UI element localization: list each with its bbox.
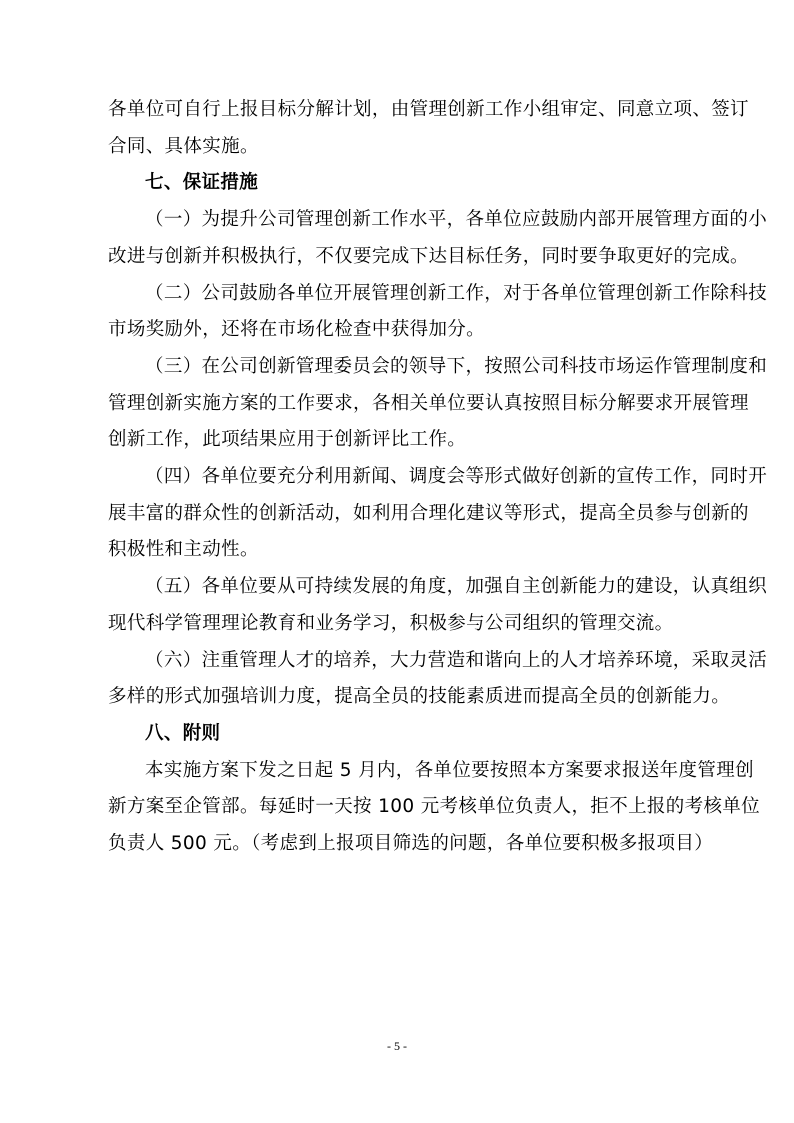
- paragraph-line: 负责人 500 元。（考虑到上报项目筛选的问题，各单位要积极多报项目）: [108, 833, 714, 855]
- paragraph-line: 市场奖励外，还将在市场化检查中获得加分。: [108, 319, 486, 341]
- paragraph-line: （四）各单位要充分利用新闻、调度会等形式做好创新的宣传工作，同时开: [145, 466, 768, 488]
- paragraph-line: 多样的形式加强培训力度，提高全员的技能素质进而提高全员的创新能力。: [108, 686, 731, 708]
- paragraph-line: 新方案至企管部。每延时一天按 100 元考核单位负责人，拒不上报的考核单位: [108, 796, 761, 818]
- paragraph-line: 创新工作，此项结果应用于创新评比工作。: [108, 429, 467, 451]
- section-heading: 七、保证措施: [145, 172, 259, 194]
- page-number: - 5 -: [387, 1039, 407, 1053]
- paragraph-line: 合同、具体实施。: [108, 135, 259, 157]
- paragraph-line: 本实施方案下发之日起 5 月内，各单位要按照本方案要求报送年度管理创: [145, 759, 754, 781]
- paragraph-line: 积极性和主动性。: [108, 539, 259, 561]
- paragraph-line: （五）各单位要从可持续发展的角度，加强自主创新能力的建设，认真组织: [145, 576, 768, 598]
- paragraph-line: （六）注重管理人才的培养，大力营造和谐向上的人才培养环境，采取灵活: [145, 649, 768, 671]
- paragraph-line: （三）在公司创新管理委员会的领导下，按照公司科技市场运作管理制度和: [145, 355, 768, 377]
- paragraph-line: 管理创新实施方案的工作要求，各相关单位要认真按照目标分解要求开展管理: [108, 392, 749, 414]
- paragraph-line: （二）公司鼓励各单位开展管理创新工作，对于各单位管理创新工作除科技: [145, 282, 768, 304]
- document-body: [108, 92, 768, 863]
- paragraph-line: 现代科学管理理论教育和业务学习，积极参与公司组织的管理交流。: [108, 612, 674, 634]
- paragraph-line: 改进与创新并积极执行，不仅要完成下达目标任务，同时要争取更好的完成。: [108, 245, 749, 267]
- paragraph-line: 各单位可自行上报目标分解计划，由管理创新工作小组审定、同意立项、签订: [108, 99, 749, 120]
- paragraph-line: （一）为提升公司管理创新工作水平，各单位应鼓励内部开展管理方面的小: [145, 209, 768, 231]
- paragraph-line: 展丰富的群众性的创新活动，如利用合理化建议等形式，提高全员参与创新的: [108, 502, 749, 524]
- section-heading: 八、附则: [145, 722, 221, 744]
